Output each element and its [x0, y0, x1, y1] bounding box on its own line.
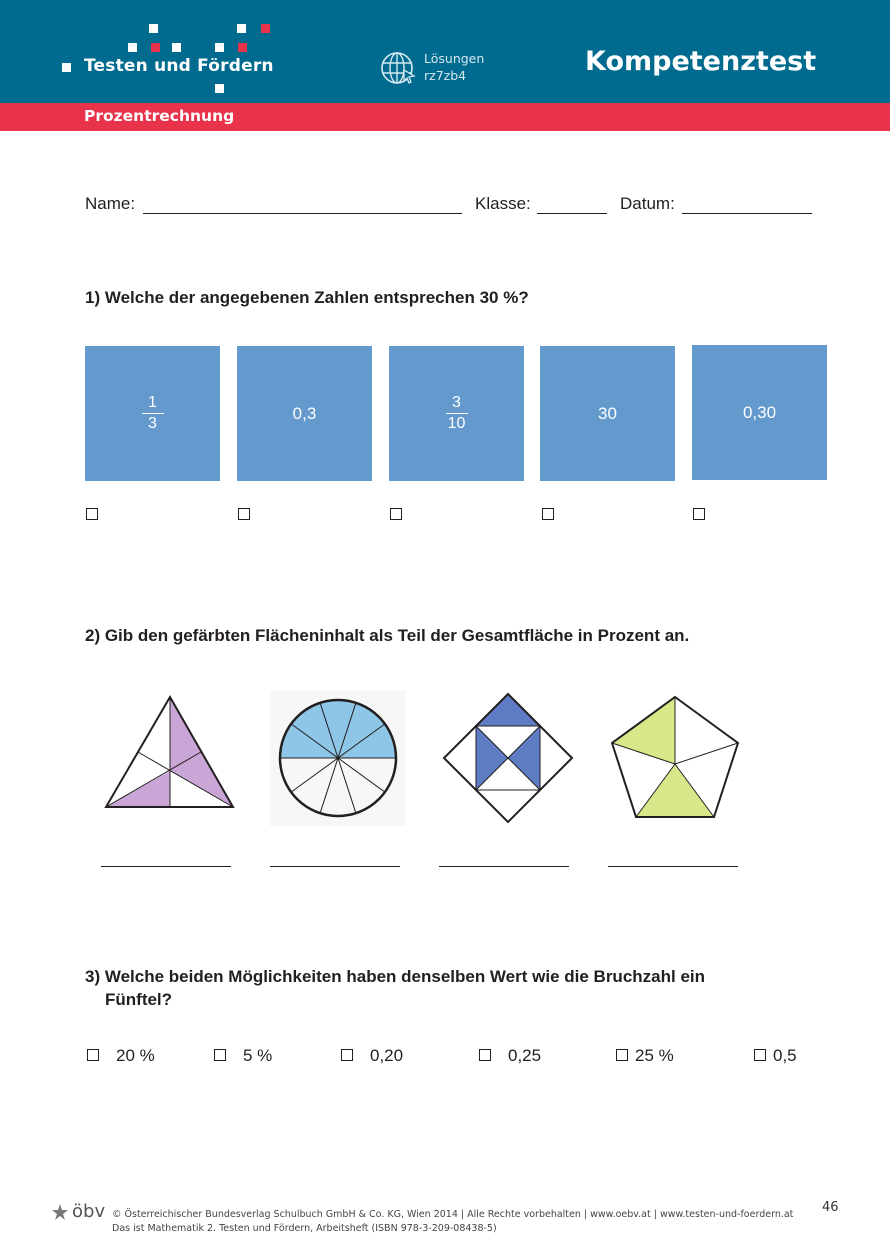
class-label: Klasse: — [475, 194, 531, 213]
answer-line-4[interactable] — [608, 866, 738, 867]
checkbox-q1-1[interactable] — [86, 508, 98, 520]
question-2: 2) Gib den gefärbten Flächeninhalt als Teil der Gesamtfläche in Prozent an. — [85, 626, 690, 645]
answer-line-3[interactable] — [439, 866, 569, 867]
checkbox-q1-5[interactable] — [693, 508, 705, 520]
numerator: 1 — [148, 393, 157, 411]
fraction — [446, 393, 468, 435]
answer-line-2[interactable] — [270, 866, 400, 867]
checkbox-q3-5[interactable] — [616, 1049, 628, 1061]
checkbox-q3-6[interactable] — [754, 1049, 766, 1061]
question-3-line2: Fünftel? — [105, 990, 173, 1009]
topic-title: Prozentrechnung — [84, 107, 235, 125]
checkbox-q1-4[interactable] — [542, 508, 554, 520]
date-field[interactable] — [682, 213, 812, 214]
option-value: 30 — [598, 403, 617, 423]
option-box-1 — [85, 346, 220, 481]
option-value: 0,3 — [292, 403, 317, 423]
option-box-3 — [389, 346, 524, 481]
fraction — [142, 393, 164, 435]
checkbox-q3-1[interactable] — [87, 1049, 99, 1061]
page-title: Kompetenztest — [585, 46, 817, 77]
logo-square — [62, 63, 71, 72]
question-1: 1) Welche der angegebenen Zahlen entsprechen 30 %? — [85, 288, 529, 307]
globe-icon[interactable] — [380, 50, 416, 86]
q3-option-4: 0,25 — [508, 1046, 542, 1065]
logo-square — [151, 43, 160, 52]
logo-square — [215, 43, 224, 52]
option-box-2 — [237, 346, 372, 481]
logo-square — [172, 43, 181, 52]
solutions-label[interactable]: Lösungen — [424, 51, 485, 66]
q3-option-2: 5 % — [243, 1046, 273, 1065]
header-bar — [0, 0, 890, 103]
checkbox-q3-3[interactable] — [341, 1049, 353, 1061]
solutions-code[interactable]: rz7zb4 — [424, 68, 467, 83]
figure-circle — [270, 690, 406, 826]
logo-square — [238, 43, 247, 52]
q3-option-5: 25 % — [635, 1046, 674, 1065]
checkbox-q1-2[interactable] — [238, 508, 250, 520]
name-label: Name: — [85, 194, 136, 213]
numerator: 3 — [452, 393, 461, 411]
q3-option-3: 0,20 — [370, 1046, 404, 1065]
denominator: 10 — [447, 415, 466, 433]
option-box-5 — [692, 345, 827, 480]
checkbox-q1-3[interactable] — [390, 508, 402, 520]
q3-option-1: 20 % — [116, 1046, 155, 1065]
q3-option-6: 0,5 — [773, 1046, 797, 1065]
option-value: 0,30 — [742, 402, 777, 422]
figure-triangle — [100, 690, 240, 815]
logo-square — [237, 24, 246, 33]
checkbox-q3-2[interactable] — [214, 1049, 226, 1061]
name-field[interactable] — [143, 213, 462, 214]
date-label: Datum: — [620, 194, 675, 213]
answer-line-1[interactable] — [101, 866, 231, 867]
option-box-4 — [540, 346, 675, 481]
figure-diamond — [440, 690, 576, 826]
class-field[interactable] — [537, 213, 607, 214]
copyright-text: © Österreichischer Bundesverlag Schulbuch GmbH & Co. KG, Wien 2014 | Alle Rechte vorbehalten | www.oebv.at | www.testen-und-foerdern.at — [112, 1209, 794, 1220]
publisher-star-icon — [50, 1202, 70, 1222]
denominator: 3 — [148, 415, 157, 433]
question-3-line1: 3) Welche beiden Möglichkeiten haben denselben Wert wie die Bruchzahl ein — [85, 967, 706, 986]
logo-square — [261, 24, 270, 33]
checkbox-q3-4[interactable] — [479, 1049, 491, 1061]
book-info: Das ist Mathematik 2. Testen und Fördern, Arbeitsheft (ISBN 978-3-209-08438-5) — [112, 1223, 497, 1234]
logo-square — [128, 43, 137, 52]
logo-square — [149, 24, 158, 33]
publisher-logo: öbv — [72, 1201, 106, 1222]
logo-square — [215, 84, 224, 93]
figure-pentagon — [605, 690, 745, 822]
page-number: 46 — [822, 1200, 839, 1215]
brand-name: Testen und Fördern — [84, 56, 274, 76]
